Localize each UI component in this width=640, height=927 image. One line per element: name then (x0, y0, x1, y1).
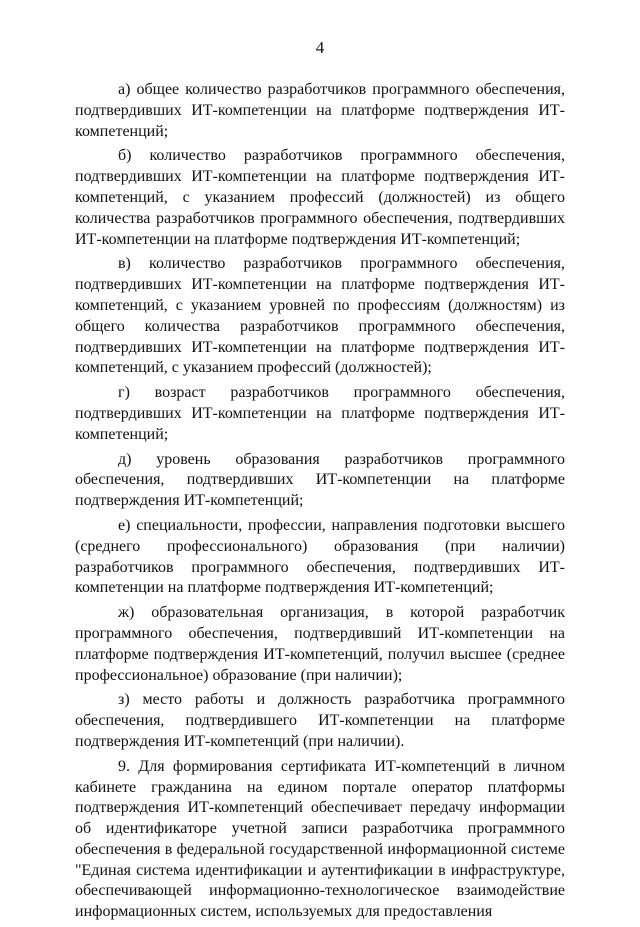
paragraph-item-v: в) количество разработчиков программного обеспечения, подтвердивших ИТ-компетенции на платформе подтверждения ИТ-компетенций, с указанием уровней по профессиям (должностям) из общего количества разработчиков программного обеспечения, подтвердивших ИТ-компетенции на платформе подтверждения ИТ-компетенций, с указанием профессий (должностей); (75, 255, 565, 377)
page-number: 4 (315, 38, 325, 57)
paragraph-item-g: г) возраст разработчиков программного обеспечения, подтвердивших ИТ-компетенции на платформе подтверждения ИТ-компетенций; (75, 384, 565, 443)
paragraph-item-d: д) уровень образования разработчиков программного обеспечения, подтвердивших ИТ-компетенции на платформе подтверждения ИТ-компетенций; (75, 450, 565, 510)
paragraph-item-a: а) общее количество разработчиков программного обеспечения, подтвердивших ИТ-компетенции на платформе подтверждения ИТ-компетенций; (75, 81, 565, 140)
paragraph-item-b: б) количество разработчиков программного обеспечения, подтвердивших ИТ-компетенции на платформе подтверждения ИТ-компетенций, с указанием профессий (должностей) из общего количества разработчиков программного обеспечения, подтвердивших ИТ-компетенции на платформе подтверждения ИТ-компетенций; (75, 147, 565, 248)
paragraph-item-zh: ж) образовательная организация, в которой разработчик программного обеспечения, подтвердивший ИТ-компетенции на платформе подтверждения ИТ-компетенций, получил высшее (среднее профессиональное) образование (при наличии); (75, 604, 565, 684)
paragraph-item-e: е) специальности, профессии, направления подготовки высшего (среднего профессионального) образования (при наличии) разработчиков программного обеспечения, подтвердивших ИТ-компетенции на платформе подтверждения ИТ-компетенций; (75, 516, 565, 597)
document-body (75, 80, 565, 927)
paragraph-section-9: 9. Для формирования сертификата ИТ-компетенций в личном кабинете гражданина на едином портале оператор платформы подтверждения ИТ-компетенций обеспечивает передачу информации об идентификаторе учетной записи разработчика программного обеспечения в федеральной государственной информационной системе "Единая система идентификации и аутентификации в инфраструктуре, обеспечивающей информационно-технологическое взаимодействие информационных систем, используемых для предоставления (75, 757, 565, 921)
paragraph-item-z: з) место работы и должность разработчика программного обеспечения, подтвердившего ИТ-компетенции на платформе подтверждения ИТ-компетенций (при наличии). (75, 691, 565, 750)
